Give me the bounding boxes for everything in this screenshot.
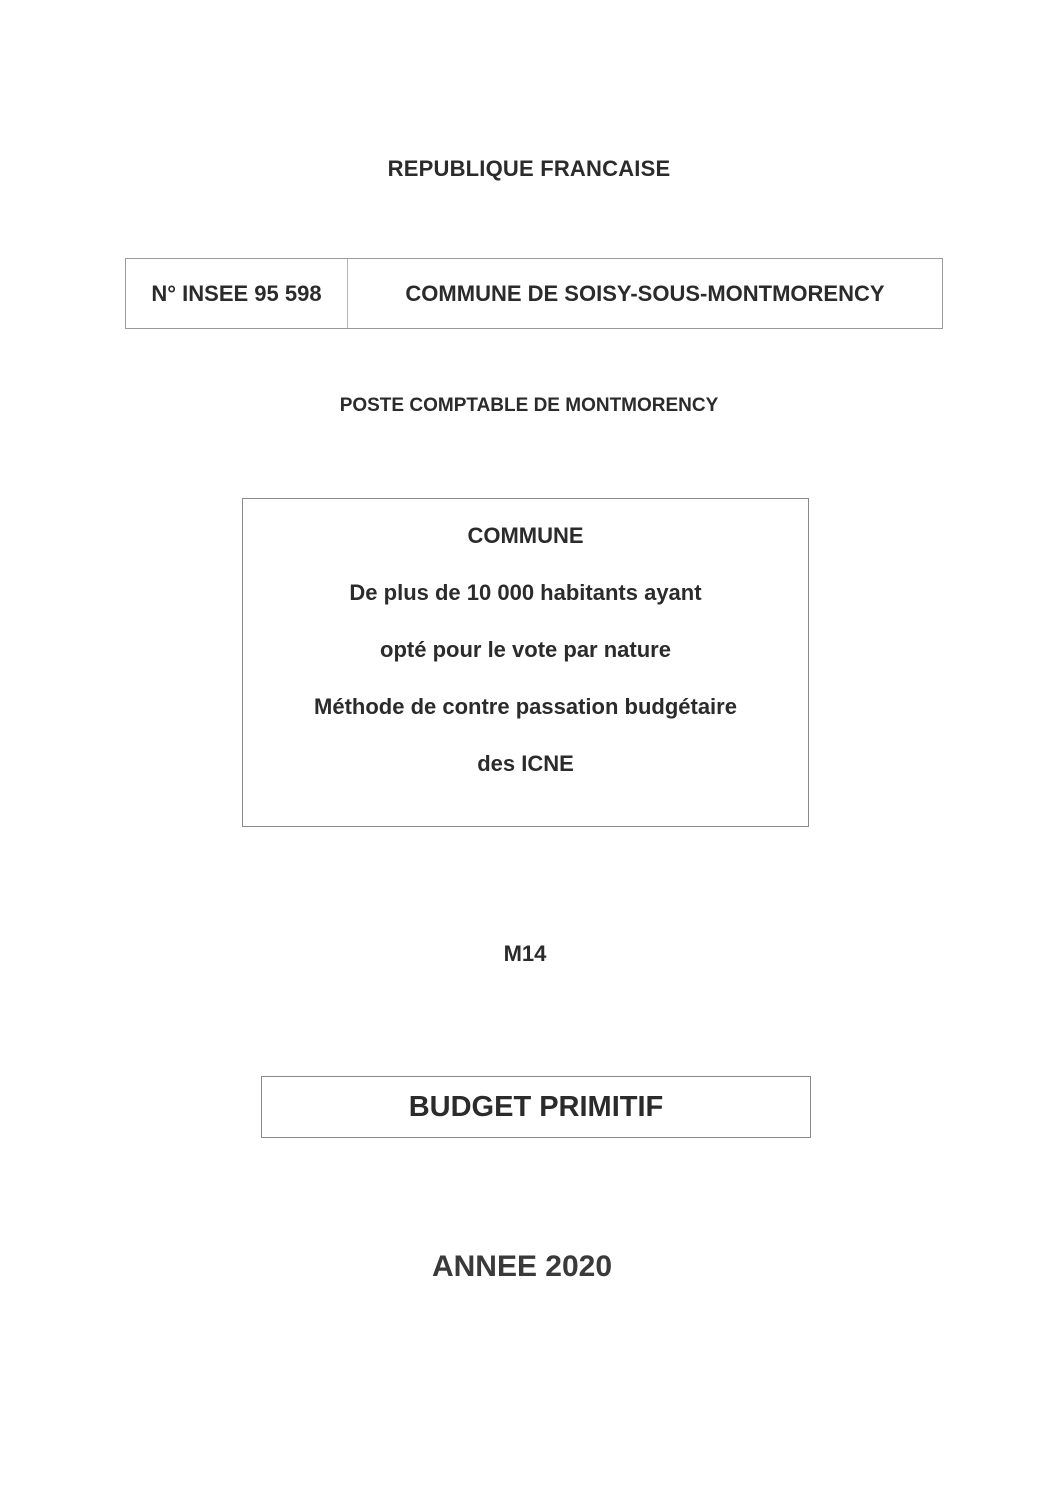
insee-number: N° INSEE 95 598: [126, 259, 348, 328]
commune-line-icne: des ICNE: [477, 751, 574, 776]
year-label: ANNEE 2020: [431, 1250, 613, 1283]
poste-comptable: POSTE COMPTABLE DE MONTMORENCY: [339, 395, 719, 416]
commune-line-methode: Méthode de contre passation budgétaire: [314, 694, 737, 719]
commune-line-vote: opté pour le vote par nature: [380, 637, 671, 662]
commune-line-population: De plus de 10 000 habitants ayant: [349, 580, 702, 605]
nomenclature-label: M14: [503, 941, 547, 966]
commune-description-box: [242, 498, 809, 827]
budget-title: BUDGET PRIMITIF: [408, 1090, 664, 1123]
insee-commune-box: [125, 258, 943, 329]
commune-line-title: COMMUNE: [467, 523, 584, 548]
budget-title-box: [261, 1076, 811, 1138]
republique-heading: REPUBLIQUE FRANCAISE: [387, 156, 671, 181]
commune-name: COMMUNE DE SOISY-SOUS-MONTMORENCY: [405, 280, 885, 306]
